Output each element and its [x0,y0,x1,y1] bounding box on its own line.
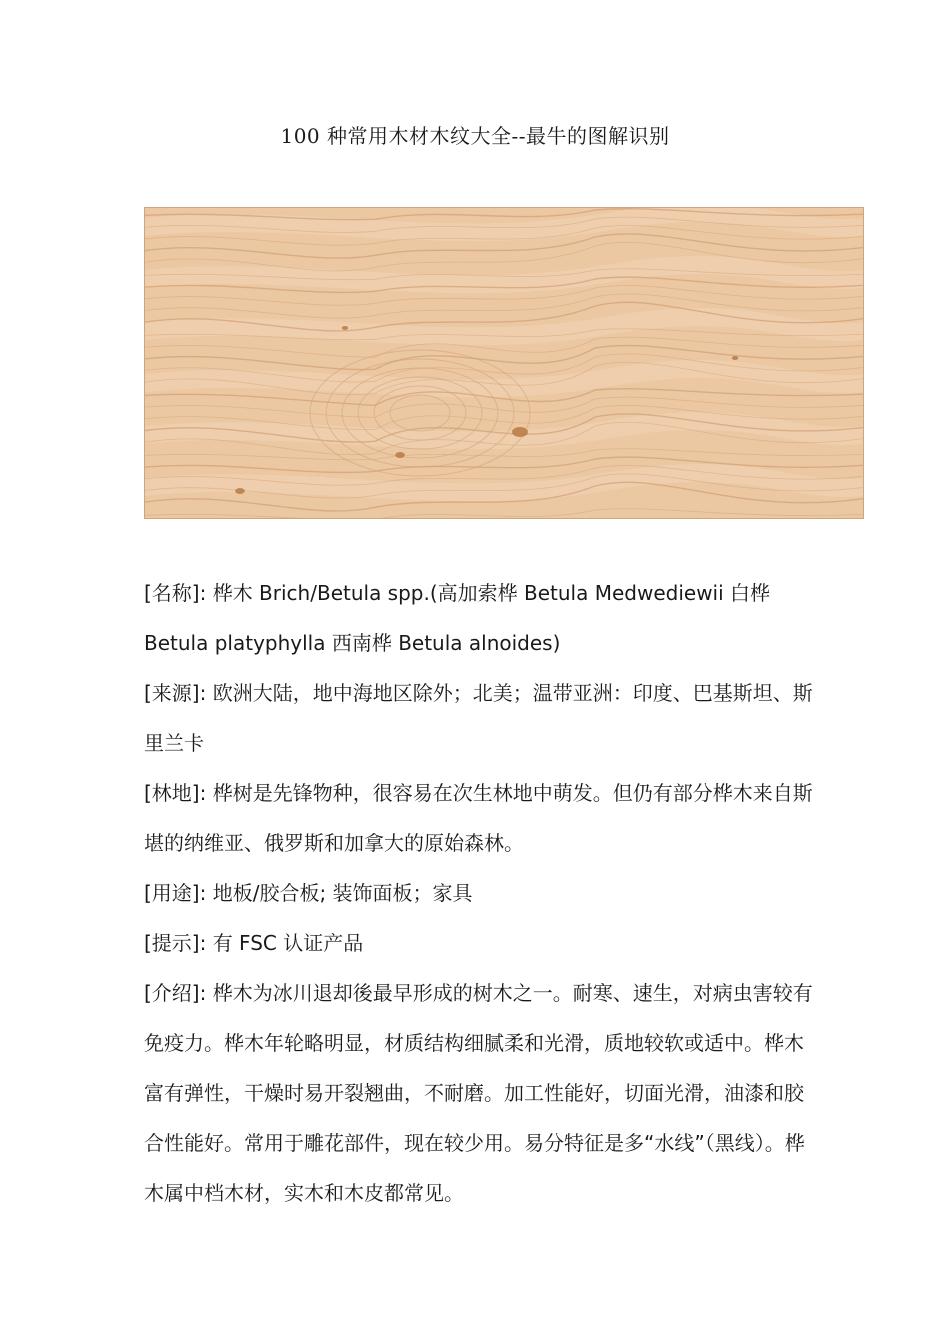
entry-text: 欧洲大陆，地中海地区除外；北美；温带亚洲：印度、巴基斯坦、斯里兰卡 [144,681,813,755]
entry-name [144,568,814,668]
entry-usage [144,868,814,918]
entry-text: 桦木 Brich/Betula spp.(高加索桦 Betula Medwediewii 白桦 Betula platyphylla 西南桦 Betula alnoides) [144,581,771,655]
knot-spot [395,452,405,458]
entry-label: [介绍]: [144,981,207,1005]
entry-tip [144,918,814,968]
knot-spot [512,427,528,437]
entry-label: [来源]: [144,681,207,705]
entry-label: [提示]: [144,931,207,955]
entry-label: [林地]: [144,781,207,805]
entry-label: [名称]: [144,581,207,605]
entry-forest [144,768,814,868]
content-body [144,568,814,1218]
entry-text: 有 FSC 认证产品 [212,931,364,955]
knot-spot [235,488,245,494]
entry-text: 地板/胶合板; 装饰面板；家具 [212,881,473,905]
knot-spot [732,356,738,360]
entry-text: 桦木为冰川退却後最早形成的树木之一。耐寒、速生，对病虫害较有免疫力。桦木年轮略明显，材质结构细腻柔和光滑，质地较软或适中。桦木富有弹性，干燥时易开裂翘曲，不耐磨。加工性能好，切面光滑，油漆和胶合性能好。常用于雕花部件，现在较少用。易分特征是多“水线”（黑线）。桦木属中档木材，实木和木皮都常见。 [144,981,813,1205]
entry-text: 桦树是先锋物种，很容易在次生林地中萌发。但仍有部分桦木来自斯堪的纳维亚、俄罗斯和加拿大的原始森林。 [144,781,813,855]
birch-wood-grain-image [144,207,864,519]
entry-source [144,668,814,768]
entry-intro [144,968,814,1218]
knot-spot [342,326,348,330]
entry-label: [用途]: [144,881,207,905]
page-title: 100 种常用木材木纹大全--最牛的图解识别 [280,124,670,148]
